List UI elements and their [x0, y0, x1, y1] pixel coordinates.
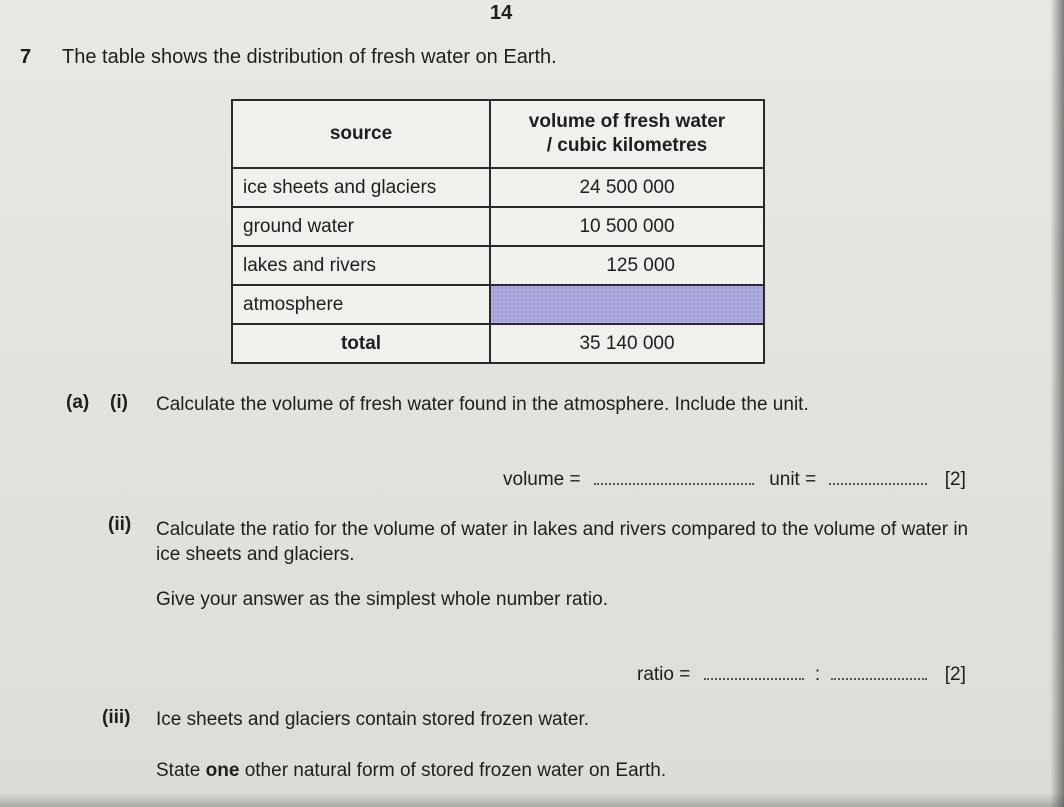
part-i-label: (i): [110, 392, 128, 413]
row-volume: 125 000: [490, 246, 764, 285]
table-row: [232, 168, 764, 207]
row-volume: 10 500 000: [490, 207, 764, 246]
page-edge-shadow: [1050, 0, 1064, 807]
part-i-text: Calculate the volume of fresh water found in the atmosphere. Include the unit.: [156, 394, 809, 415]
part-ii-label: (ii): [108, 514, 132, 535]
unit-answer-field[interactable]: [829, 469, 927, 485]
part-a-label: (a): [66, 392, 90, 413]
part-ii-text: Calculate the ratio for the volume of water in lakes and rivers compared to the volume of water in ice sheets and glaciers.: [156, 519, 969, 565]
table-header-row: [232, 100, 764, 168]
unit-label: unit =: [769, 469, 817, 490]
volume-answer-line: [503, 469, 966, 491]
row-source: ice sheets and glaciers: [232, 168, 490, 207]
header-source: source: [232, 100, 490, 168]
table-total-row: [232, 324, 764, 363]
instruction-bold: one: [205, 760, 240, 781]
marks-label: [2]: [944, 469, 966, 490]
part-iii-instruction: [156, 760, 666, 782]
total-volume: 35 140 000: [490, 324, 764, 363]
shaded-answer-cell: [490, 285, 764, 324]
page-number: 14: [490, 2, 513, 24]
marks-label: [2]: [944, 664, 966, 685]
header-volume-line2: / cubic kilometres: [546, 135, 708, 156]
part-iii-text: Ice sheets and glaciers contain stored frozen water.: [156, 709, 590, 730]
volume-label: volume =: [503, 469, 581, 490]
header-volume-line1: volume of fresh water: [528, 111, 726, 132]
total-label: total: [232, 324, 490, 363]
question-number: 7: [20, 46, 32, 68]
volume-answer-field[interactable]: [594, 469, 754, 485]
part-ii-instruction: Give your answer as the simplest whole number ratio.: [156, 589, 608, 610]
ratio-label: ratio =: [637, 664, 691, 685]
fresh-water-table: [231, 99, 765, 364]
row-source: atmosphere: [232, 285, 490, 324]
instruction-post: other natural form of stored frozen water on Earth.: [239, 760, 667, 781]
row-source: lakes and rivers: [232, 246, 490, 285]
row-volume: 24 500 000: [490, 168, 764, 207]
question-intro: The table shows the distribution of fresh water on Earth.: [62, 46, 557, 68]
row-source: ground water: [232, 207, 490, 246]
part-iii-label: (iii): [102, 707, 131, 728]
instruction-pre: State: [156, 760, 206, 781]
ratio-separator: :: [814, 664, 821, 685]
ratio-second-field[interactable]: [831, 664, 927, 680]
table-row: [232, 285, 764, 324]
table-row: [232, 246, 764, 285]
header-volume: [490, 100, 764, 168]
table-row: [232, 207, 764, 246]
ratio-first-field[interactable]: [704, 664, 804, 680]
page-bottom-shadow: [0, 793, 1064, 807]
ratio-answer-line: [637, 664, 966, 686]
